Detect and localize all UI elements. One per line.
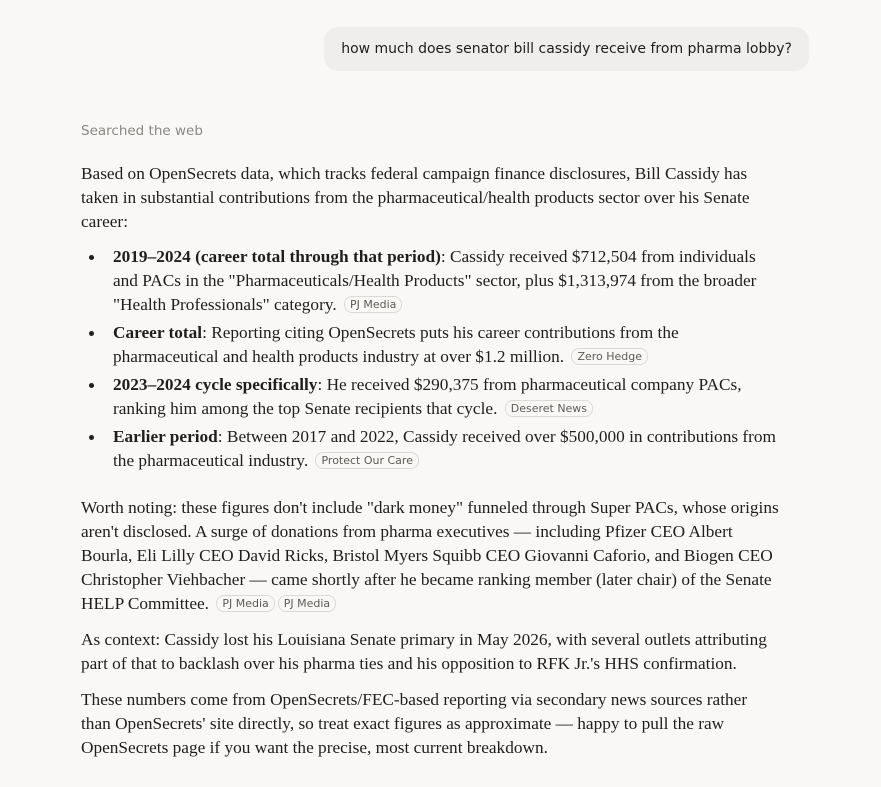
intro-paragraph: Based on OpenSecrets data, which tracks federal campaign finance disclosures, Bill Cassidy has taken in substantial contributions from the pharmaceutical/health products sector over his Senate career: [81,164,750,231]
bullet-dot [89,435,94,440]
bullet-dot [89,331,94,336]
item-text: : Between 2017 and 2022, Cassidy received over $500,000 in contributions from the pharmaceutical industry. [113,427,776,470]
item-text: : Cassidy received $712,504 from individuals and PACs in the "Pharmaceuticals/Health Products" sector, plus $1,313,974 from the broader "Health Professionals" category. [113,247,757,314]
item-lead: Career total [113,323,203,342]
citation-chip[interactable]: PJ Media [278,595,336,612]
citation-chip[interactable]: Zero Hedge [571,348,648,365]
item-lead: 2019–2024 (career total through that period) [113,247,441,266]
bullet-dot [89,383,94,388]
item-text: : Reporting citing OpenSecrets puts his career contributions from the pharmaceutical and health products industry at over $1.2 million. [113,323,679,366]
note-text: Worth noting: these figures don't include "dark money" funneled through Super PACs, whose origins aren't disclosed. A surge of donations from pharma executives — including Pfizer CEO Albert Bourla, Eli Lilly CEO David Ricks, Bristol Myers Squibb CEO Giovanni Caforio, and Biogen CEO Christopher Viehbacher — came shortly after he became ranking member (later chair) of the Senate HELP Committee. [81,498,779,613]
item-text: : He received $290,375 from pharmaceutical company PACs, ranking him among the top Senate recipients that cycle. [113,375,742,418]
context-paragraph: As context: Cassidy lost his Louisiana Senate primary in May 2026, with several outlets attributing part of that to backlash over his pharma ties and his opposition to RFK Jr.'s HHS confirmation. [81,630,767,673]
findings-list [81,245,781,473]
list-item [81,425,781,473]
citation-chip[interactable]: Deseret News [505,400,593,417]
citation-chip[interactable]: PJ Media [344,296,402,313]
dark-money-paragraph [81,496,781,616]
user-message-text: how much does senator bill cassidy receive from pharma lobby? [341,41,792,57]
item-lead: 2023–2024 cycle specifically [113,375,318,394]
citation-chip[interactable]: Protect Our Care [315,452,419,469]
list-item [81,373,781,421]
list-item [81,245,781,317]
item-lead: Earlier period [113,427,218,446]
user-message-bubble [324,27,809,71]
closing-paragraph: These numbers come from OpenSecrets/FEC-based reporting via secondary news sources rather than OpenSecrets' site directly, so treat exact figures as approximate — happy to pull the raw OpenSecrets page if you want the precise, most current breakdown. [81,690,748,757]
list-item [81,321,781,369]
citation-chip[interactable]: PJ Media [216,595,274,612]
search-status[interactable]: Searched the web [81,123,203,139]
assistant-response [81,120,781,760]
bullet-dot [89,255,94,260]
